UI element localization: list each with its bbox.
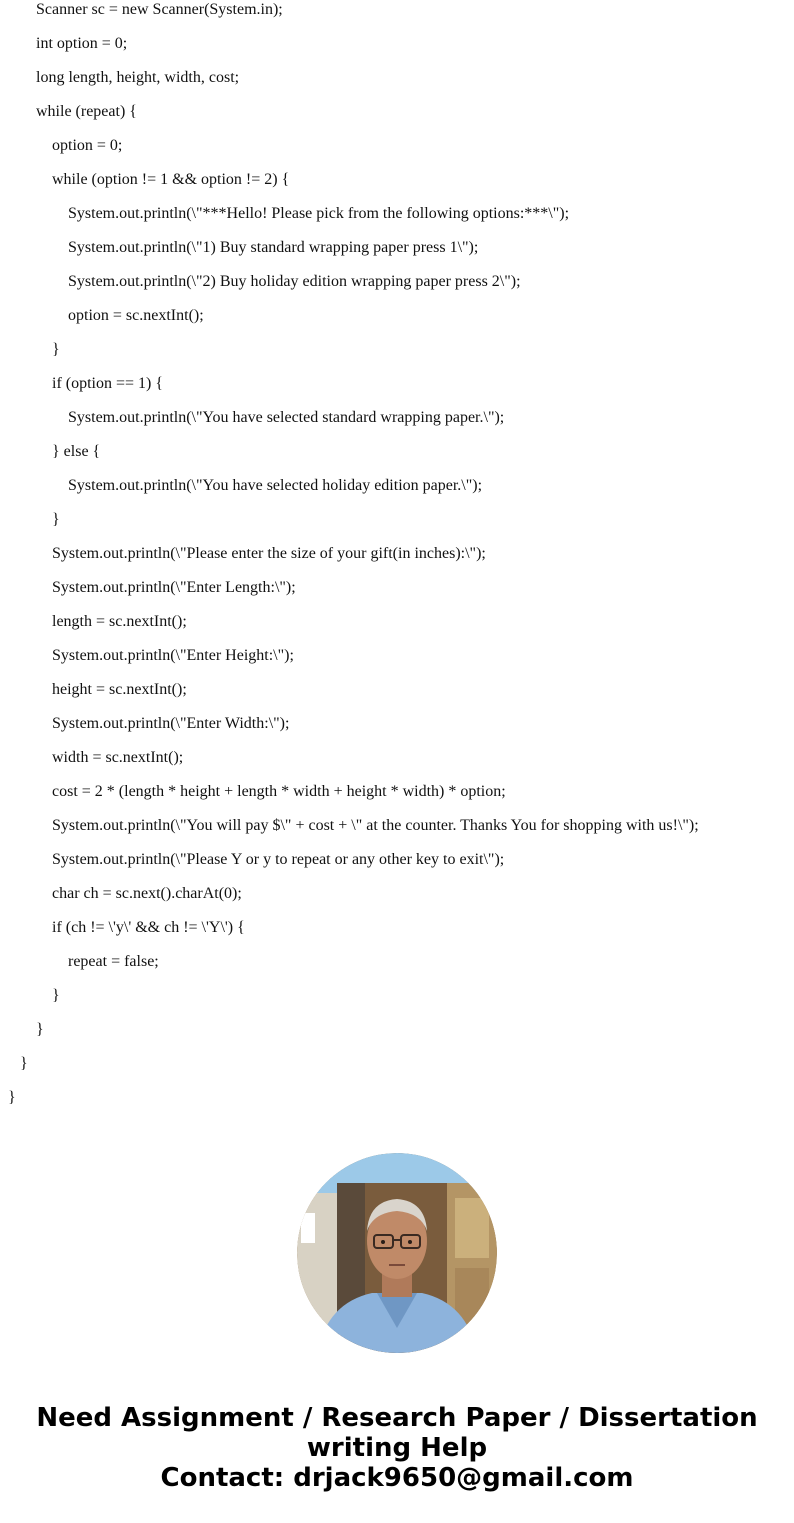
code-line: cost = 2 * (length * height + length * width + height * width) * option; xyxy=(52,783,506,800)
code-line: System.out.println(\"***Hello! Please pick from the following options:***\"); xyxy=(68,205,570,222)
code-line: System.out.println(\"Enter Height:\"); xyxy=(52,647,294,664)
code-line: } else { xyxy=(52,443,101,460)
contact-footer xyxy=(0,1403,794,1493)
code-line: repeat = false; xyxy=(68,953,159,970)
code-line: length = sc.nextInt(); xyxy=(52,613,187,630)
code-line: } xyxy=(20,1055,28,1072)
code-line: System.out.println(\"1) Buy standard wrapping paper press 1\"); xyxy=(68,239,479,256)
code-line: option = sc.nextInt(); xyxy=(68,307,204,324)
code-line: System.out.println(\"Enter Width:\"); xyxy=(52,715,290,732)
author-avatar xyxy=(297,1153,497,1353)
code-line: System.out.println(\"You have selected holiday edition paper.\"); xyxy=(68,477,483,494)
code-line: System.out.println(\"Please enter the size of your gift(in inches):\"); xyxy=(52,545,486,562)
footer-headline: Need Assignment / Research Paper / Dissertation xyxy=(36,1403,758,1433)
code-line: while (option != 1 && option != 2) { xyxy=(52,171,290,188)
code-line: System.out.println(\"You will pay $\" + cost + \" at the counter. Thanks You for shopping with us!\"); xyxy=(52,817,699,834)
code-line: System.out.println(\"Enter Length:\"); xyxy=(52,579,296,596)
code-line: } xyxy=(52,987,60,1004)
code-line: if (ch != \'y\' && ch != \'Y\') { xyxy=(52,919,245,936)
code-line: } xyxy=(52,511,60,528)
code-line: height = sc.nextInt(); xyxy=(52,681,187,698)
footer-subheadline: writing Help xyxy=(306,1433,488,1463)
code-line: System.out.println(\"2) Buy holiday edition wrapping paper press 2\"); xyxy=(68,273,521,290)
code-line: } xyxy=(8,1089,16,1106)
code-line: System.out.println(\"Please Y or y to repeat or any other key to exit\"); xyxy=(52,851,505,868)
code-line: while (repeat) { xyxy=(36,103,137,120)
code-line: Scanner sc = new Scanner(System.in); xyxy=(36,1,283,18)
person-photo-icon xyxy=(297,1153,497,1353)
code-line: int option = 0; xyxy=(36,35,128,52)
code-line: option = 0; xyxy=(52,137,123,154)
code-line: char ch = sc.next().charAt(0); xyxy=(52,885,242,902)
code-line: } xyxy=(36,1021,44,1038)
code-line: width = sc.nextInt(); xyxy=(52,749,184,766)
footer-contact-email[interactable]: Contact: drjack9650@gmail.com xyxy=(160,1463,634,1493)
code-line: System.out.println(\"You have selected standard wrapping paper.\"); xyxy=(68,409,505,426)
code-line: if (option == 1) { xyxy=(52,375,164,392)
code-line: } xyxy=(52,341,60,358)
code-line: long length, height, width, cost; xyxy=(36,69,240,86)
